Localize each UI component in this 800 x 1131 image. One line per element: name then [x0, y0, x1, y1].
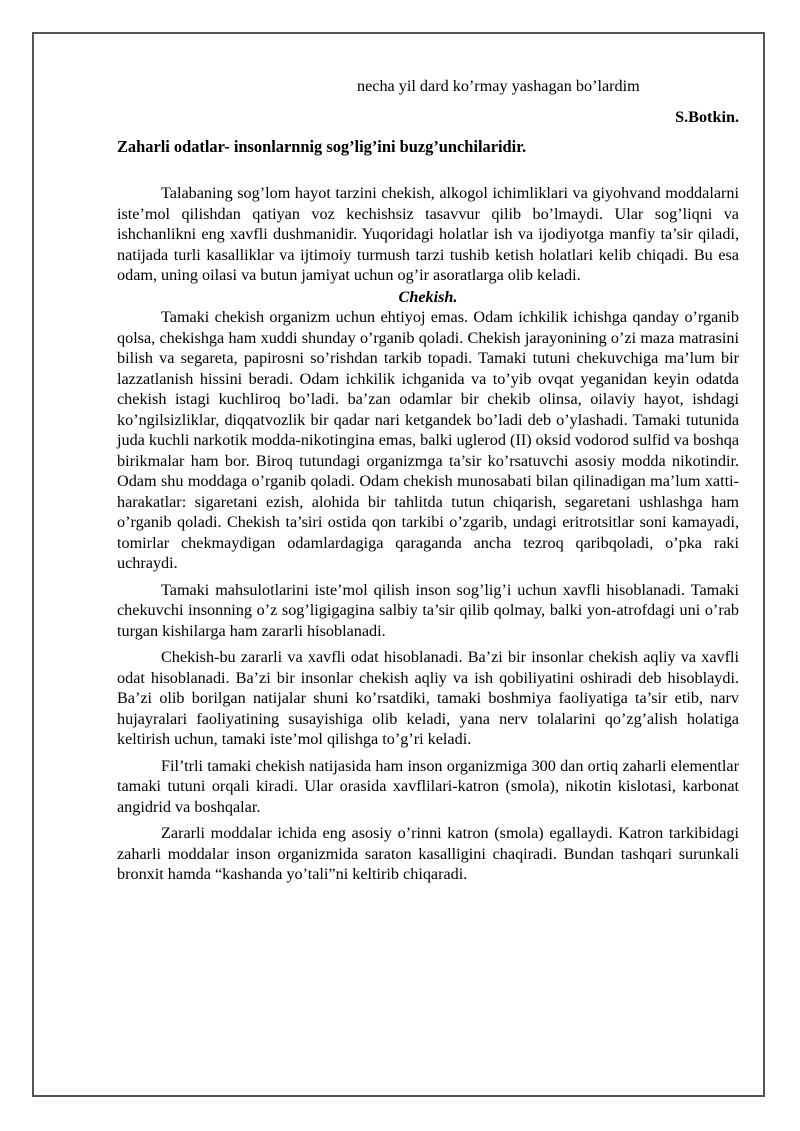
paragraph: Fil’trli tamaki chekish natijasida ham inson organizmiga 300 dan ortiq zaharli elementlar tamaki tutuni orqali kiradi. Ular orasida xavflilari-katron (smola), nikotin kislotasi, karbonat angidrid va boshqalar. [117, 756, 739, 816]
paragraph: Tamaki chekish organizm uchun ehtiyoj emas. Odam ichkilik ichishga qanday o’rganib qolsa, chekishga ham xuddi shunday o’rganib qoladi. Chekish jarayonining o’zi maza matrasini bilish va segareta, papirosni so’rishdan tarkib topadi. Tamaki tutuni chekuvchiga ma’lum bir lazzatlanish hissini beradi. Odam ichkilik ichganida va to’yib ovqat yeganidan keyin odatda chekish istagi kuchliroq bo’ladi. ba’zan odamlar bir chekib olinsa, oilaviy hayot, ishdagi ko’ngilsizliklar, diqqatvozlik bir qadar nari ketgandek bo’ladi deb o’ylashadi. Tamaki tutunida juda kuchli narkotik modda-nikotingina emas, balki uglerod (II) oksid vodorod sulfid va boshqa birikmalar ham bor. Biroq tutundagi organizmga ta’sir ko’rsatuvchi asosiy modda nikotindir. Odam shu moddaga o’rganib qoladi. Odam chekish munosabati bilan qilinadigan ma’lum xatti-harakatlar: sigaretani ezish, alohida bir tahlitda tutun chiqarish, segaretani ushlashga ham o’rganib qoladi. Chekish ta’siri ostida qon tarkibi o’zgarib, undagi eritrotsitlar soni kamayadi, tomirlar chekmaydigan odamlardagiga qaraganda ancha tezroq qaribqoladi, o’pka raki uchraydi. [117, 308, 739, 572]
paragraph: Tamaki mahsulotlarini iste’mol qilish inson sog’lig’i uchun xavfli hisoblanadi. Tamaki chekuvchi insonning o’z sog’ligigagina salbiy ta’sir qilib qolmay, balki yon-atrofdagi uni o’rab turgan kishilarga ham zararli hisoblanadi. [117, 580, 739, 640]
section-heading: Chekish. [398, 287, 458, 306]
intro-paragraph: Talabaning sog’lom hayot tarzini chekish, alkogol ichimliklari va giyohvand moddalarni iste’mol qilishdan qatiyan voz kechishsiz tasavvur qilib bo’lmaydi. Ular sog’liqni va ishchanlikni eng xavfli dushmanidir. Yuqoridagi holatlar ish va ijodiyotga manfiy ta’sir qiladi, natijada turli kasalliklar va ijtimoiy turmush tarzi tushib ketish holatlari kelib chiqadi. Bu esa odam, uning oilasi va butun jamiyat uchun og’ir asoratlarga olib keladi. [117, 184, 739, 284]
paragraph: Chekish-bu zararli va xavfli odat hisoblanadi. Ba’zi bir insonlar chekish aqliy va xavfli odat hisoblanadi. Ba’zi bir insonlar chekish aqliy va ish qobiliyatini oshiradi deb hisoblaydi. Ba’zi olib borilgan natijalar shuni ko’rsatdiki, tamaki boshmiya faoliyatiga ta’sir etib, narv hujayralari faoliyatining susayishiga olib keladi, yana nerv tolalarini qo’zg’alish holatiga keltirish uchun, tamaki iste’mol qilishga to’g’ri keladi. [117, 648, 739, 748]
page-title: Zaharli odatlar- insonlarnnig sog’lig’ini buzg’unchilaridir. [117, 137, 527, 156]
body-text [117, 183, 739, 885]
epigraph: necha yil dard ko’rmay yashagan bo’lardim [357, 77, 640, 95]
epigraph-author: S.Botkin. [675, 108, 739, 126]
paragraph: Zararli moddalar ichida eng asosiy o’rinni katron (smola) egallaydi. Katron tarkibidagi zaharli moddalar inson organizmida saraton kasalligini chaqiradi. Bundan tashqari surunkali bronxit hamda “kashanda yo’tali”ni keltirib chiqaradi. [117, 824, 739, 883]
